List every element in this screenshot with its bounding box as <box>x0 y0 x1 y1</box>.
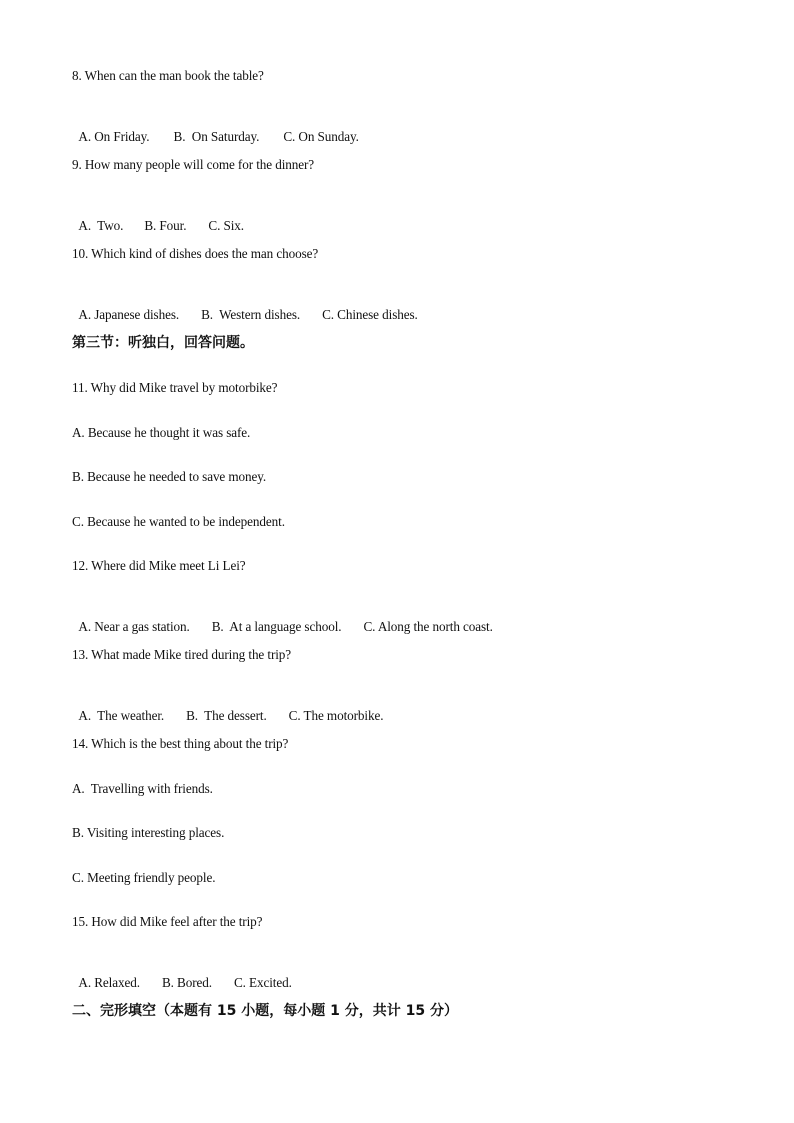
option-c: C. Because he wanted to be independent. <box>72 514 285 529</box>
option-b: B. Because he needed to save money. <box>72 469 267 484</box>
option-c: C. On Sunday. <box>283 129 359 144</box>
question-11: 11. Why did Mike travel by motorbike? <box>72 380 278 395</box>
question-12-options <box>72 603 493 635</box>
question-9: 9. How many people will come for the dinner? <box>72 157 315 172</box>
option-c: C. Six. <box>208 218 245 233</box>
question-8-options <box>72 113 359 145</box>
part-heading: 二、完形填空（本题有 15 小题，每小题 1 分，共计 15 分） <box>72 1003 458 1019</box>
option-a: A. Relaxed. <box>78 975 140 990</box>
question-13: 13. What made Mike tired during the trip? <box>72 647 292 662</box>
option-b: B. Western dishes. <box>201 307 301 322</box>
option-c: C. Chinese dishes. <box>322 307 418 322</box>
option-a: A. Two. <box>78 218 124 233</box>
question-15: 15. How did Mike feel after the trip? <box>72 914 263 929</box>
question-9-options <box>72 202 244 234</box>
option-c: C. Excited. <box>233 975 292 990</box>
option-b: B. On Saturday. <box>173 129 260 144</box>
option-a: A. On Friday. <box>78 129 150 144</box>
option-c: C. Along the north coast. <box>363 619 493 634</box>
option-a: A. Because he thought it was safe. <box>72 425 251 440</box>
question-12: 12. Where did Mike meet Li Lei? <box>72 558 246 573</box>
option-a: A. Near a gas station. <box>78 619 190 634</box>
section-heading: 第三节：听独白，回答问题。 <box>72 335 254 351</box>
option-b: B. Visiting interesting places. <box>72 825 225 840</box>
option-b: B. Four. <box>144 218 187 233</box>
option-c: C. Meeting friendly people. <box>72 870 216 885</box>
question-13-options <box>72 692 383 724</box>
option-a: A. Travelling with friends. <box>72 781 213 796</box>
question-10-options <box>72 291 418 323</box>
question-14: 14. Which is the best thing about the trip? <box>72 736 289 751</box>
option-a: A. Japanese dishes. <box>78 307 180 322</box>
option-a: A. The weather. <box>78 708 165 723</box>
option-c: C. The motorbike. <box>288 708 384 723</box>
option-b: B. The dessert. <box>186 708 267 723</box>
question-10: 10. Which kind of dishes does the man choose? <box>72 246 319 261</box>
question-8: 8. When can the man book the table? <box>72 68 264 83</box>
question-15-options <box>72 959 292 991</box>
option-b: B. Bored. <box>161 975 212 990</box>
option-b: B. At a language school. <box>211 619 342 634</box>
